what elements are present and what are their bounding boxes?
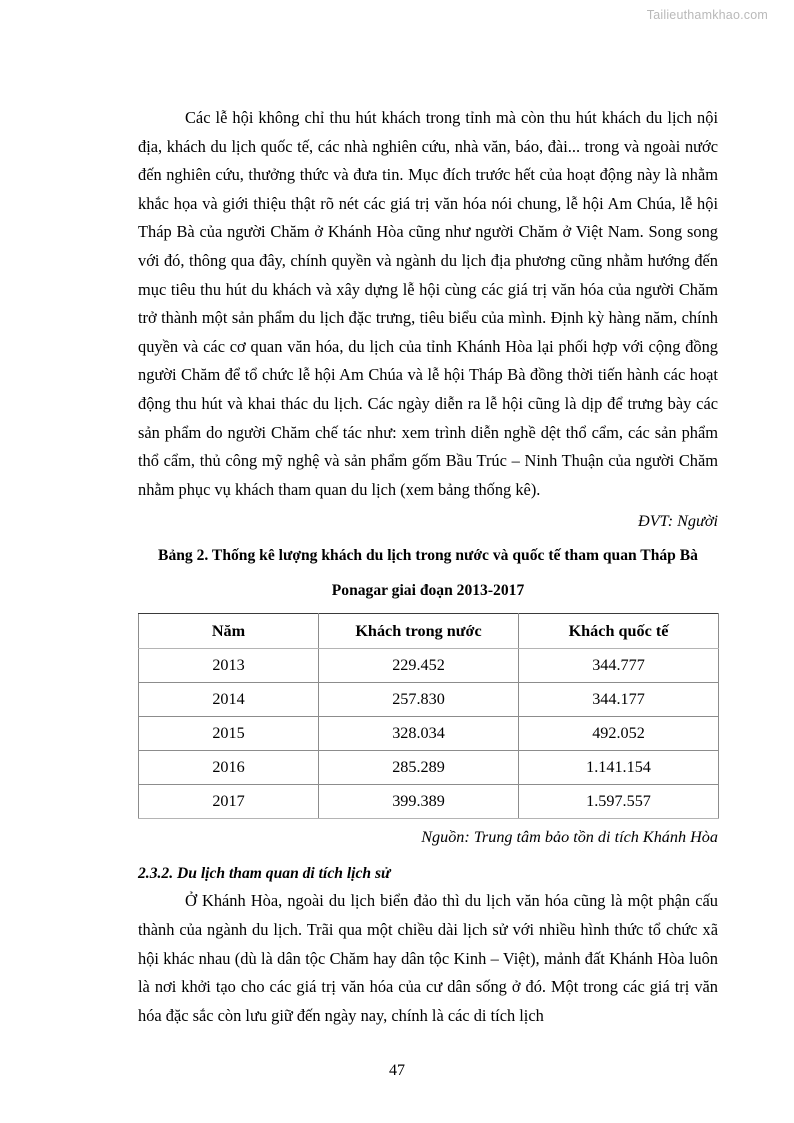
page-content <box>138 104 718 1030</box>
cell-domestic: 229.452 <box>319 649 519 683</box>
cell-year: 2017 <box>139 785 319 819</box>
statistics-table <box>138 613 719 819</box>
table-caption-line-1: Bảng 2. Thống kê lượng khách du lịch trong nước và quốc tế tham quan Tháp Bà <box>158 547 698 565</box>
table-row <box>139 683 719 717</box>
cell-year: 2013 <box>139 649 319 683</box>
cell-international: 1.141.154 <box>519 751 719 785</box>
cell-domestic: 257.830 <box>319 683 519 717</box>
table-header-row <box>139 614 719 649</box>
statistics-table-container <box>138 613 718 819</box>
table-row <box>139 785 719 819</box>
table-row <box>139 751 719 785</box>
section-heading: 2.3.2. Du lịch tham quan di tích lịch sử <box>138 865 391 883</box>
cell-international: 1.597.557 <box>519 785 719 819</box>
page-number: 47 <box>389 1062 405 1079</box>
cell-international: 492.052 <box>519 717 719 751</box>
table-caption-line-2: Ponagar giai đoạn 2013-2017 <box>331 582 525 600</box>
column-header-international: Khách quốc tế <box>519 614 719 649</box>
table-body <box>139 649 719 819</box>
column-header-domestic: Khách trong nước <box>319 614 519 649</box>
table-header <box>139 614 719 649</box>
table-row <box>139 649 719 683</box>
column-header-year: Năm <box>139 614 319 649</box>
cell-year: 2014 <box>139 683 319 717</box>
body-paragraph-2: Ở Khánh Hòa, ngoài du lịch biển đảo thì du lịch văn hóa cũng là một phận cấu thành của ngành du lịch. Trãi qua một chiều dài lịch sử với nhiều hình thức tổ chức xã hội khác nhau (dù là dân tộc Chăm hay dân tộc Kinh – Việt), mảnh đất Khánh Hòa luôn là nơi khởi tạo cho các giá trị văn hóa của cư dân sống ở đó. Một trong các giá trị văn hóa đặc sắc còn lưu giữ đến ngày nay, chính là các di tích lịch <box>138 891 718 1025</box>
watermark-text: Tailieuthamkhao.com <box>646 8 768 22</box>
cell-year: 2015 <box>139 717 319 751</box>
table-source-note: Nguồn: Trung tâm bảo tồn di tích Khánh Hòa <box>421 828 718 847</box>
cell-domestic: 399.389 <box>319 785 519 819</box>
unit-note: ĐVT: Người <box>638 512 718 531</box>
body-paragraph-1: Các lễ hội không chỉ thu hút khách trong tỉnh mà còn thu hút khách du lịch nội địa, khách du lịch quốc tế, các nhà nghiên cứu, nhà văn, báo, đài... trong và ngoài nước đến nghiên cứu, thưởng thức và đưa tin. Mục đích trước hết của hoạt động này là nhằm khắc họa và giới thiệu thật rõ nét các giá trị văn hóa nói chung, lễ hội Am Chúa, lễ hội Tháp Bà của người Chăm ở Khánh Hòa cũng như người Chăm ở Việt Nam. Song song với đó, thông qua đây, chính quyền và ngành du lịch địa phương cũng nhằm hướng đến mục tiêu thu hút du khách và xây dựng lễ hội cùng các giá trị văn hóa của người Chăm trở thành một sản phẩm du lịch đặc trưng, tiêu biểu của mình. Định kỳ hàng năm, chính quyền và các cơ quan văn hóa, du lịch của tỉnh Khánh Hòa lại phối hợp với cộng đồng người Chăm để tổ chức lễ hội Am Chúa và lễ hội Tháp Bà đồng thời tiến hành các hoạt động thu hút và khai thác du lịch. Các ngày diễn ra lễ hội cũng là dịp để trưng bày các sản phẩm do người Chăm chế tác như: xem trình diễn nghề dệt thổ cẩm, các sản phẩm thổ cẩm, thủ công mỹ nghệ và sản phẩm gốm Bầu Trúc – Ninh Thuận của người Chăm nhằm phục vụ khách tham quan du lịch (xem bảng thống kê). <box>138 108 718 499</box>
cell-domestic: 285.289 <box>319 751 519 785</box>
cell-year: 2016 <box>139 751 319 785</box>
cell-domestic: 328.034 <box>319 717 519 751</box>
cell-international: 344.177 <box>519 683 719 717</box>
table-row <box>139 717 719 751</box>
cell-international: 344.777 <box>519 649 719 683</box>
